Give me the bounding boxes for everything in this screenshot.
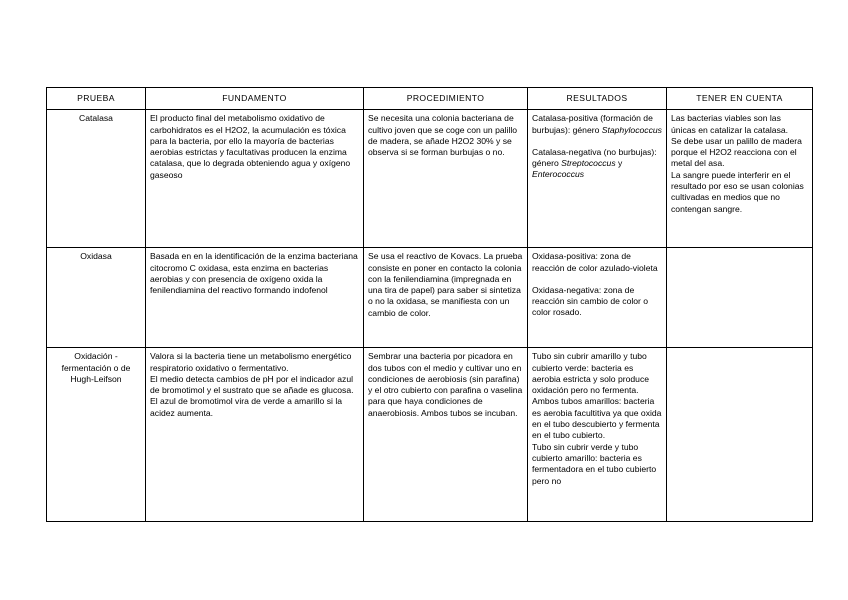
result-paragraph: Oxidasa-positiva: zona de reacción de color azulado-violeta (532, 251, 658, 273)
prueba-cell: Oxidasa (47, 248, 146, 348)
table-row (47, 248, 813, 348)
fundamento-cell: Basada en en la identificación de la enzima bacteriana citocromo C oxidasa, esta enzima en bacterias aerobias y con presencia de oxígeno oxida la fenilendiamina del reactivo formando indofenol (146, 248, 364, 348)
resultados-cell (528, 110, 667, 248)
note-line: Las bacterias viables son las únicas en catalizar la catalasa. (671, 113, 789, 135)
header-fundamento: FUNDAMENTO (146, 88, 364, 110)
header-prueba: PRUEBA (47, 88, 146, 110)
tener-en-cuenta-cell (667, 110, 813, 248)
genus-name: Staphylococcus (601, 124, 662, 135)
tener-en-cuenta-cell (667, 348, 813, 522)
note-line: La sangre puede interferir en el resultado por eso se usan colonias cultivadas en medios que no contengan sangre. (671, 169, 804, 214)
genus-name: Streptococcus (561, 158, 616, 169)
tener-en-cuenta-cell (667, 248, 813, 348)
fundamento-paragraph: Valora si la bacteria tiene un metabolismo energético respiratorio oxidativo o fermentativo. (150, 351, 352, 373)
procedimiento-cell: Se usa el reactivo de Kovacs. La prueba consiste en poner en contacto la colonia con la fenilendiamina (impregnada en una tira de papel) para saber si sintetiza o no la oxidasa, se manifiesta con un cambio de color. (364, 248, 528, 348)
prueba-cell: Oxidación - fermentación o de Hugh-Leifson (47, 348, 146, 522)
procedimiento-cell: Sembrar una bacteria por picadora en dos tubos con el medio y cultivar uno en condiciones de aerobiosis (sin parafina) y el otro cubierto con parafina o vaselina para que haya condiciones de anaerobiosis. Ambos tubos se incuban. (364, 348, 528, 522)
result-text: Catalasa-positiva (formación de burbujas): género (532, 113, 653, 135)
result-paragraph: Tubo sin cubrir amarillo y tubo cubierto verde: bacteria es aerobia estricta y solo produce oxidación pero no fermenta. (532, 351, 650, 396)
result-text: y (615, 158, 623, 169)
fundamento-cell (146, 348, 364, 522)
result-paragraph: Tubo sin cubrir verde y tubo cubierto amarillo: bacteria es fermentadora en el tubo cubierto pero no (532, 441, 657, 486)
fundamento-cell: El producto final del metabolismo oxidativo de carbohidratos es el H2O2, la acumulación es tóxica para la bacteria, por ello la mayoría de bacterias aerobias estrictas y facultativas producen la enzima catalasa, que lo degrada obteniendo agua y oxígeno gaseoso (146, 110, 364, 248)
header-procedimiento: PROCEDIMIENTO (364, 88, 528, 110)
result-paragraph: Oxidasa-negativa: zona de reacción sin cambio de color o color rosado. (532, 284, 649, 318)
prueba-cell: Catalasa (47, 110, 146, 248)
header-resultados: RESULTADOS (528, 88, 667, 110)
result-paragraph (532, 113, 662, 136)
note-line: Se debe usar un palillo de madera porque el H2O2 reacciona con el metal del asa. (671, 135, 802, 169)
resultados-cell (528, 348, 667, 522)
resultados-cell (528, 248, 667, 348)
header-row (47, 88, 813, 110)
genus-name: Enterococcus (532, 169, 585, 180)
tests-table (46, 87, 813, 522)
table-row (47, 110, 813, 248)
result-paragraph: Ambos tubos amarillos: bacteria es aerobia facultitiva ya que oxida en el tubo descubierto y fermenta en el tubo cubierto. (532, 396, 662, 441)
procedimiento-cell: Se necesita una colonia bacteriana de cultivo joven que se coge con un palillo de madera, se añade H2O2 30% y se observa si se forman burbujas o no. (364, 110, 528, 248)
result-text: Catalasa-negativa (no burbujas): género (532, 146, 657, 169)
header-tener-en-cuenta: TENER EN CUENTA (667, 88, 813, 110)
table-row (47, 348, 813, 522)
fundamento-paragraph: El medio detecta cambios de pH por el indicador azul de bromotimol y el sustrato que se añade es glucosa. El azul de bromotimol vira de verde a amarillo si la acidez aumenta. (150, 373, 354, 418)
result-paragraph (532, 147, 662, 181)
